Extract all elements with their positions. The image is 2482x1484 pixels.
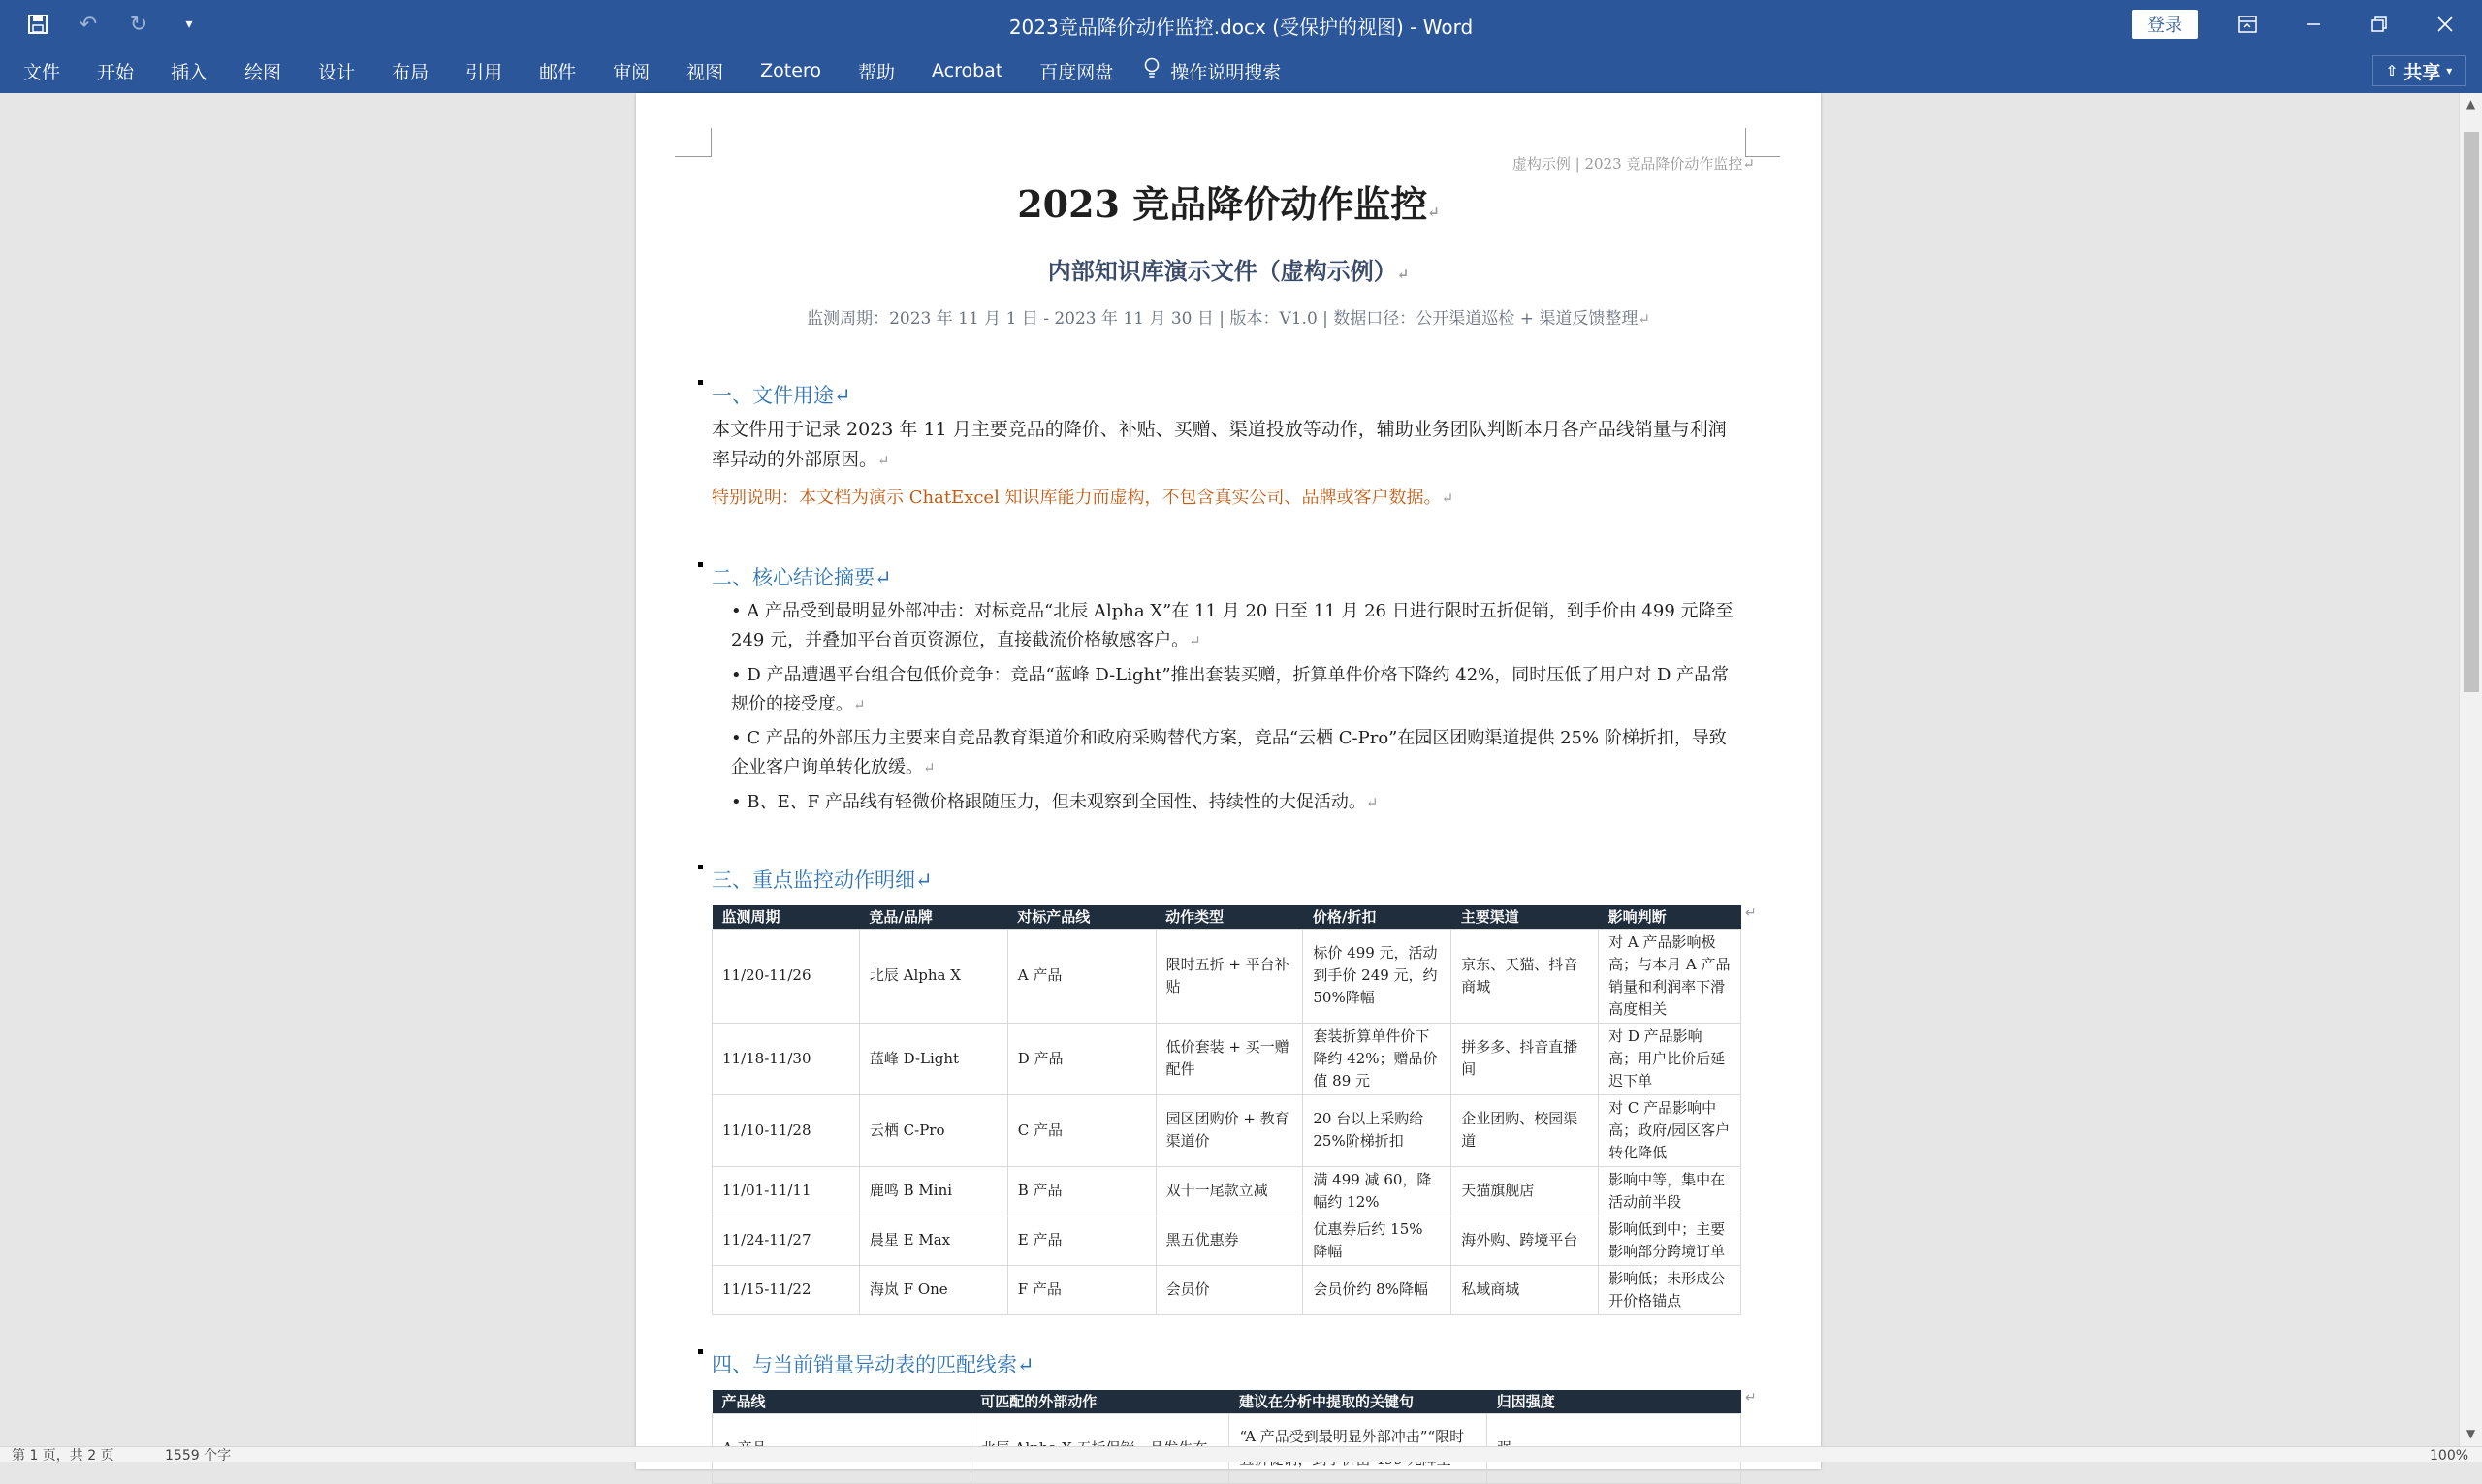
- minimize-icon[interactable]: [2280, 4, 2346, 45]
- table-cell: 11/15-11/22: [713, 1265, 860, 1314]
- table-cell: A 产品: [1007, 929, 1156, 1023]
- table-cell: 对 A 产品影响极高；与本月 A 产品销量和利润率下滑高度相关: [1599, 929, 1741, 1023]
- document-page[interactable]: [636, 93, 1821, 1469]
- special-note: 特别说明：本文档为演示 ChatExcel 知识库能力而虚构，不包含真实公司、品牌或客户数据。↵: [712, 488, 1454, 508]
- column-header: 竞品/品牌: [859, 905, 1007, 929]
- lightbulb-icon: [1143, 57, 1161, 85]
- table-row: [713, 1216, 1741, 1265]
- table-cell: 11/20-11/26: [713, 929, 860, 1023]
- table-cell: 影响中等，集中在活动前半段: [1599, 1166, 1741, 1216]
- table-cell: 晨星 E Max: [859, 1216, 1007, 1265]
- table-cell: 海外购、跨境平台: [1451, 1216, 1599, 1265]
- tab-references[interactable]: 引用: [465, 61, 503, 83]
- table-row: [713, 1023, 1741, 1094]
- title-bar: [0, 0, 2482, 48]
- login-button[interactable]: 登录: [2132, 10, 2198, 39]
- column-header: 价格/折扣: [1303, 905, 1451, 929]
- restore-icon[interactable]: [2346, 4, 2412, 45]
- list-item: • A 产品受到最明显外部冲击：对标竞品“北辰 Alpha X”在 11 月 20 日至 11 月 26 日进行限时五折促销，到手价由 499 元降至 249 元，并叠加平台首页资源位，直接截流价格敏感客户。↵: [731, 601, 1734, 650]
- table-cell: 11/10-11/28: [713, 1094, 860, 1166]
- table-cell: C 产品: [1007, 1094, 1156, 1166]
- scroll-up-icon[interactable]: ▲: [2466, 97, 2476, 111]
- table-cell: E 产品: [1007, 1216, 1156, 1265]
- tell-me-label: 操作说明搜索: [1170, 61, 1282, 83]
- close-icon[interactable]: [2412, 4, 2478, 45]
- tab-insert[interactable]: 插入: [171, 61, 208, 83]
- column-header: 归因强度: [1487, 1390, 1741, 1413]
- tab-design[interactable]: 设计: [318, 61, 356, 83]
- table-cell: 标价 499 元，活动到手价 249 元，约 50%降幅: [1303, 929, 1451, 1023]
- vertical-scrollbar[interactable]: [2459, 93, 2482, 1446]
- table-row: [713, 929, 1741, 1023]
- tell-me-search[interactable]: [1143, 57, 1281, 85]
- column-header: 主要渠道: [1451, 905, 1599, 929]
- table-cell: 黑五优惠券: [1156, 1216, 1303, 1265]
- row-end-mark: ↵: [1745, 905, 1757, 921]
- column-header: 产品线: [713, 1390, 971, 1413]
- crop-mark-left: [675, 128, 712, 157]
- page-count[interactable]: 第 1 页，共 2 页: [12, 1448, 114, 1464]
- table-cell: “A 产品受到最明显外部冲击”“限时: [1229, 1413, 1487, 1483]
- list-item: • B、E、F 产品线有轻微价格跟随压力，但未观察到全国性、持续性的大促活动。↵: [731, 792, 1379, 812]
- table-cell: 优惠券后约 15% 降幅: [1303, 1216, 1451, 1265]
- tab-layout[interactable]: 布局: [392, 61, 430, 83]
- column-header: 影响判断: [1599, 905, 1741, 929]
- table-row: [713, 1265, 1741, 1314]
- column-header: 建议在分析中提取的关键句: [1229, 1390, 1487, 1413]
- table-cell: 京东、天猫、抖音商城: [1451, 929, 1599, 1023]
- table-cell: 影响低到中；主要影响部分跨境订单: [1599, 1216, 1741, 1265]
- tab-home[interactable]: 开始: [97, 61, 135, 83]
- table-cell: 11/01-11/11: [713, 1166, 860, 1216]
- tab-file[interactable]: 文件: [23, 61, 61, 83]
- table-cell: 20 台以上采购给 25%阶梯折扣: [1303, 1094, 1451, 1166]
- document-title: 2023竞品降价动作监控.docx (受保护的视图) - Word: [1008, 16, 1474, 39]
- table-row: [713, 1166, 1741, 1216]
- section-heading: 二、核心结论摘要↵: [712, 562, 892, 591]
- page-header: 虚构示例 | 2023 竞品降价动作监控↵: [1511, 155, 1755, 173]
- table-cell: 云栖 C-Pro: [859, 1094, 1007, 1166]
- chevron-down-icon: ▾: [2446, 64, 2453, 78]
- table-cell: 企业团购、校园渠道: [1451, 1094, 1599, 1166]
- body-paragraph: 本文件用于记录 2023 年 11 月主要竞品的降价、补贴、买赠、渠道投放等动作，辅助业务团队判断本月各产品线销量与利润率异动的外部原因。↵: [712, 419, 1727, 470]
- table-header-row: [713, 1390, 1741, 1413]
- tab-mailings[interactable]: 邮件: [539, 61, 577, 83]
- table-cell: 园区团购价 + 教育渠道价: [1156, 1094, 1303, 1166]
- list-item: • D 产品遭遇平台组合包低价竞争：竞品“蓝峰 D-Light”推出套装买赠，折算单件价格下降约 42%，同时压低了用户对 D 产品常规价的接受度。↵: [731, 665, 1730, 714]
- table-cell: F 产品: [1007, 1265, 1156, 1314]
- table-cell: 套装折算单件价下降约 42%；赠品价值 89 元: [1303, 1023, 1451, 1094]
- table-cell: 限时五折 + 平台补贴: [1156, 929, 1303, 1023]
- word-count[interactable]: 1559 个字: [165, 1448, 232, 1464]
- document-title: 2023 竞品降价动作监控↵: [1017, 182, 1440, 226]
- table-cell: 会员价约 8%降幅: [1303, 1265, 1451, 1314]
- table-cell: 天猫旗舰店: [1451, 1166, 1599, 1216]
- table-cell: 蓝峰 D-Light: [859, 1023, 1007, 1094]
- column-header: 可匹配的外部动作: [971, 1390, 1229, 1413]
- table-cell: 双十一尾款立减: [1156, 1166, 1303, 1216]
- column-header: 动作类型: [1156, 905, 1303, 929]
- section-heading: 三、重点监控动作明细↵: [712, 865, 933, 894]
- tab-draw[interactable]: 绘图: [244, 61, 282, 83]
- scroll-down-icon[interactable]: ▼: [2466, 1427, 2476, 1440]
- document-meta: 监测周期：2023 年 11 月 1 日 - 2023 年 11 月 30 日 | 版本：V1.0 | 数据口径：公开渠道巡检 + 渠道反馈整理↵: [807, 309, 1650, 329]
- tab-zotero[interactable]: Zotero: [760, 60, 821, 81]
- table-cell: 11/18-11/30: [713, 1023, 860, 1094]
- table-header-row: [713, 905, 1741, 929]
- share-icon: ⇧: [2385, 62, 2399, 79]
- match-table: [712, 1390, 1741, 1484]
- share-button[interactable]: [2372, 55, 2466, 86]
- document-subtitle: 内部知识库演示文件（虚构示例）↵: [1047, 257, 1410, 285]
- row-end-mark: ↵: [1745, 1390, 1757, 1405]
- section-heading: 一、文件用途↵: [712, 380, 851, 409]
- table-row: [713, 1094, 1741, 1166]
- table-cell: 海岚 F One: [859, 1265, 1007, 1314]
- column-header: 对标产品线: [1007, 905, 1156, 929]
- status-bar: [0, 1446, 2482, 1462]
- table-cell: 11/24-11/27: [713, 1216, 860, 1265]
- share-label: 共享: [2403, 61, 2441, 83]
- scrollbar-thumb[interactable]: [2464, 132, 2479, 692]
- table-cell: 北辰 Alpha X: [859, 929, 1007, 1023]
- table-cell: 会员价: [1156, 1265, 1303, 1314]
- table-cell: 低价套装 + 买一赠配件: [1156, 1023, 1303, 1094]
- section-heading: 四、与当前销量异动表的匹配线索↵: [712, 1349, 1034, 1378]
- tab-baidu-netdisk[interactable]: 百度网盘: [1039, 61, 1114, 83]
- zoom-level[interactable]: 100%: [2430, 1448, 2469, 1464]
- list-item: • C 产品的外部压力主要来自竞品教育渠道价和政府采购替代方案，竞品“云栖 C-Pro”在园区团购渠道提供 25% 阶梯折扣，导致企业客户询单转化放缓。↵: [731, 728, 1727, 777]
- table-cell: 满 499 减 60，降幅约 12%: [1303, 1166, 1451, 1216]
- table-cell: D 产品: [1007, 1023, 1156, 1094]
- tab-view[interactable]: 视图: [686, 61, 724, 83]
- table-cell: 私域商城: [1451, 1265, 1599, 1314]
- ribbon-tabs: [0, 48, 2482, 93]
- table-cell: 鹿鸣 B Mini: [859, 1166, 1007, 1216]
- table-cell: 影响低；未形成公开价格锚点: [1599, 1265, 1741, 1314]
- redo-icon[interactable]: ↻: [129, 12, 148, 37]
- table-cell: B 产品: [1007, 1166, 1156, 1216]
- document-canvas: [0, 93, 2459, 1446]
- tab-review[interactable]: 审阅: [613, 61, 651, 83]
- table-cell: 对 C 产品影响中高；政府/园区客户转化降低: [1599, 1094, 1741, 1166]
- ribbon-display-icon[interactable]: [2214, 4, 2280, 45]
- table-cell: 拼多多、抖音直播间: [1451, 1023, 1599, 1094]
- column-header: 监测周期: [713, 905, 860, 929]
- tab-acrobat[interactable]: Acrobat: [931, 60, 1003, 81]
- tab-help[interactable]: 帮助: [857, 61, 895, 83]
- customize-icon[interactable]: ▾: [185, 16, 193, 32]
- undo-icon[interactable]: ↶: [79, 12, 98, 37]
- table-cell: 对 D 产品影响高；用户比价后延迟下单: [1599, 1023, 1741, 1094]
- monitor-table: [712, 905, 1741, 1315]
